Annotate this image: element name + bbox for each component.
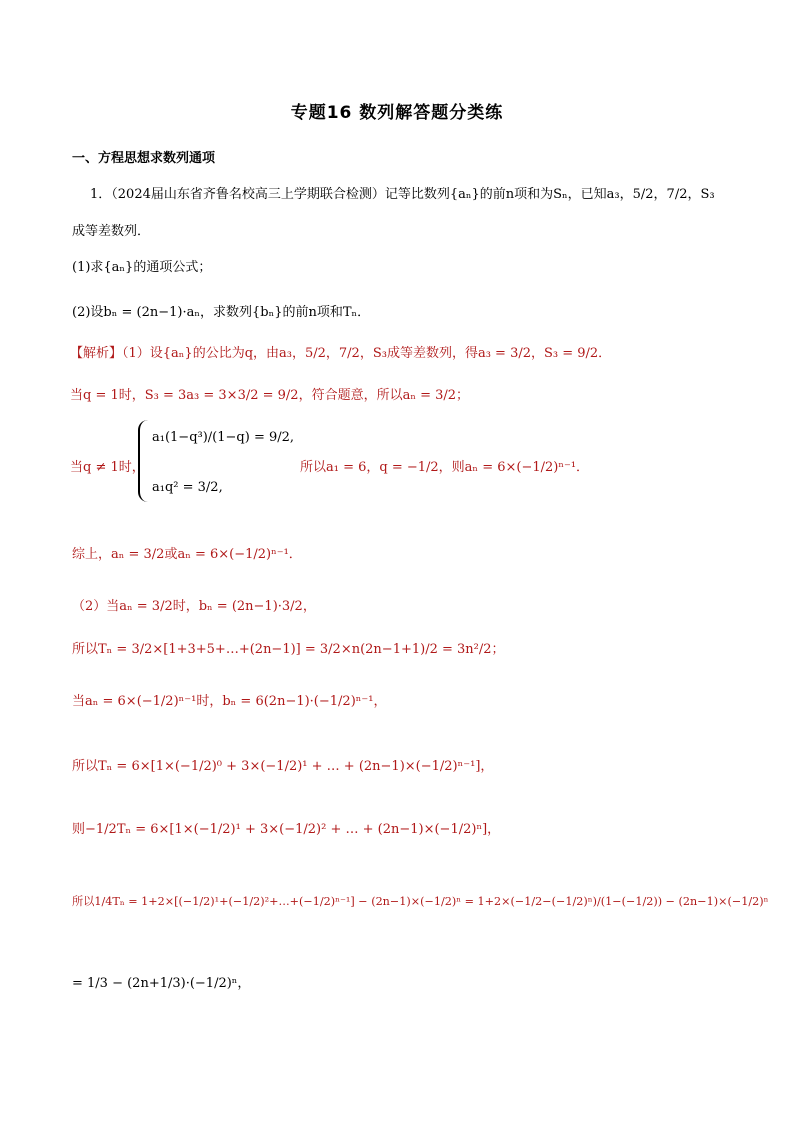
problem-line-2: 成等差数列． bbox=[72, 224, 151, 239]
solution-step-1 bbox=[70, 342, 611, 361]
page-title: 专题16 数列解答题分类练 bbox=[290, 103, 504, 123]
system-eq-2: a₁q² = 3/2, bbox=[152, 480, 223, 495]
problem-text-1: 1．（2024届山东省齐鲁名校高三上学期联合检测）记等比数列{aₙ}的前n项和为Sₙ，已知a₃，5/2，7/2，S₃ bbox=[90, 187, 715, 202]
problem-part-1: (1)求{aₙ}的通项公式； bbox=[72, 260, 212, 275]
problem-part-2: (2)设bₙ = (2n−1)·aₙ，求数列{bₙ}的前n项和Tₙ． bbox=[72, 305, 371, 320]
solution-step-3-result: 所以a₁ = 6，q = −1/2，则aₙ = 6×(−1/2)ⁿ⁻¹． bbox=[300, 460, 590, 475]
solution-step-8: 所以Tₙ = 6×[1×(−1/2)⁰ + 3×(−1/2)¹ + … + (2n−1)×(−1/2)ⁿ⁻¹]， bbox=[72, 759, 494, 774]
solution-step-2: 当q = 1时，S₃ = 3a₃ = 3×3/2 = 9/2，符合题意，所以aₙ = 3/2； bbox=[70, 388, 470, 403]
analysis-tag: 【解析】 bbox=[70, 346, 123, 361]
section-heading: 一、方程思想求数列通项 bbox=[72, 151, 216, 166]
solution-step-9: 则−1/2Tₙ = 6×[1×(−1/2)¹ + 3×(−1/2)² + … + (2n−1)×(−1/2)ⁿ]， bbox=[72, 822, 501, 837]
solution-step-3-lead: 当q ≠ 1时， bbox=[70, 460, 145, 475]
solution-step-6: 所以Tₙ = 3/2×[1+3+5+…+(2n−1)] = 3/2×n(2n−1+1)/2 = 3n²/2； bbox=[72, 642, 505, 657]
solution-step-4: 综上，aₙ = 3/2或aₙ = 6×(−1/2)ⁿ⁻¹． bbox=[72, 547, 302, 562]
problem-line-1 bbox=[90, 183, 715, 202]
solution-step-7: 当aₙ = 6×(−1/2)ⁿ⁻¹时，bₙ = 6(2n−1)·(−1/2)ⁿ⁻¹， bbox=[72, 694, 387, 709]
solution-step-10: 所以1/4Tₙ = 1+2×[(−1/2)¹+(−1/2)²+…+(−1/2)ⁿ⁻¹] − (2n−1)×(−1/2)ⁿ = 1+2×(−1/2−(−1/2)ⁿ)/(1−(−1/2)) − (2n−1)×(−1/2)ⁿ bbox=[72, 895, 769, 908]
solution-step-11: = 1/3 − (2n+1/3)·(−1/2)ⁿ， bbox=[72, 976, 251, 991]
system-eq-1: a₁(1−q³)/(1−q) = 9/2, bbox=[152, 430, 295, 445]
analysis-text: （1）设{aₙ}的公比为q，由a₃，5/2，7/2，S₃成等差数列，得a₃ = 3/2，S₃ = 9/2． bbox=[122, 346, 612, 361]
solution-step-5: （2）当aₙ = 3/2时，bₙ = (2n−1)·3/2， bbox=[72, 599, 316, 614]
